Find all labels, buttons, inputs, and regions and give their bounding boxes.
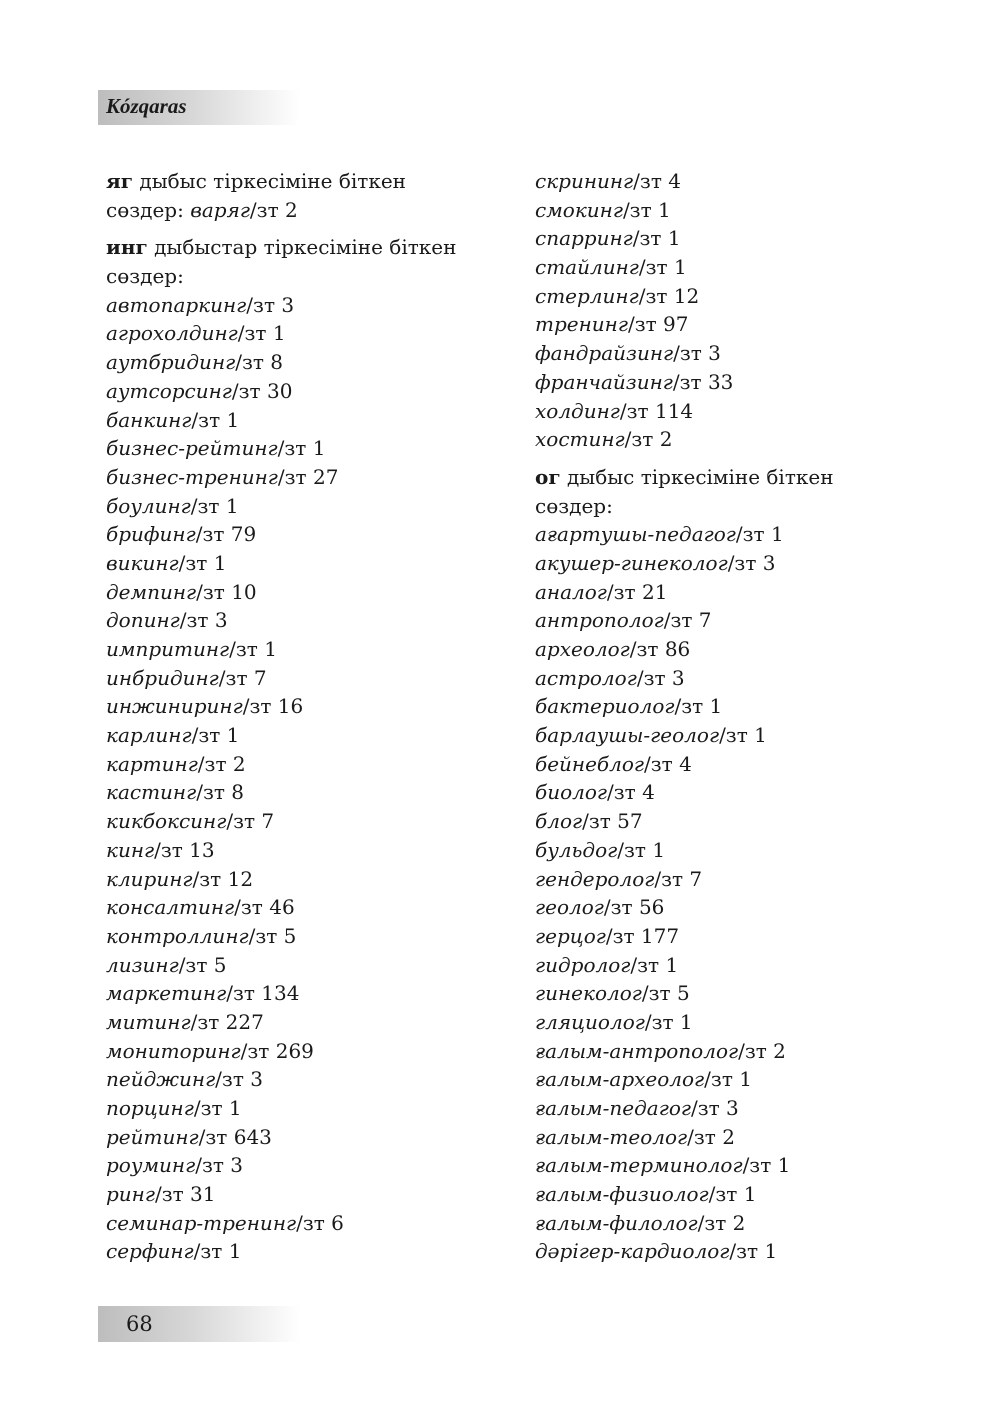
entry-word: ғалым-педагог [535, 1096, 691, 1120]
word-entry [106, 377, 526, 406]
word-entry [535, 1151, 955, 1180]
entry-word: викинг [106, 550, 179, 575]
word-entry [535, 549, 955, 578]
word-entry [535, 922, 955, 951]
section-heading-ing: инг дыбыстар тіркесіміне біткен [106, 235, 457, 260]
word-entry [106, 807, 526, 836]
entry-word: кастинг [106, 780, 197, 805]
word-entry [106, 692, 526, 721]
page-number: 68 [126, 1312, 153, 1336]
entry-word: ғалым-антрополог [535, 1038, 739, 1063]
word-entry [106, 922, 526, 951]
entry-word: роуминг [106, 1153, 196, 1178]
entry-count: /зт 1 [735, 522, 784, 547]
entry-word: гидролог [535, 952, 631, 977]
entry-word: серфинг [106, 1239, 194, 1264]
word-entry [106, 319, 526, 348]
word-entry [535, 1123, 955, 1152]
word-entry [535, 1008, 955, 1037]
entry-count: /зт 1 [622, 197, 671, 222]
word-entry [106, 520, 526, 549]
word-entry [106, 1094, 526, 1123]
entry-word: банкинг [106, 407, 192, 432]
word-entry [535, 692, 955, 721]
word-entry [535, 1180, 955, 1209]
word-entry [106, 1037, 526, 1066]
entry-count: /зт 1 [617, 837, 666, 862]
word-entry [535, 893, 955, 922]
word-entry [535, 368, 955, 397]
entry-count: /зт 1 [193, 1096, 242, 1120]
entry-word: бейнеблог [535, 751, 645, 776]
word-entry [535, 664, 955, 693]
entry-word: порцинг [106, 1096, 194, 1120]
entry-count: /зт 7 [654, 866, 703, 891]
entry-count: /зт 269 [240, 1038, 314, 1063]
entry-count: /зт 3 [727, 550, 776, 575]
entry-count: /зт 31 [154, 1182, 216, 1207]
entry-word: аналог [535, 579, 607, 604]
word-list-ing-continued [535, 167, 955, 454]
entry-count: /зт 1 [630, 952, 679, 977]
entry-count: /зт 27 [277, 464, 339, 489]
entry-word: бизнес-тренинг [106, 464, 278, 489]
entry-word: фандрайзинг [535, 341, 674, 366]
word-entry [106, 1209, 526, 1238]
word-entry [106, 578, 526, 607]
entry-word: митинг [106, 1009, 191, 1034]
entry-word: стерлинг [535, 283, 639, 308]
entry-word: кинг [106, 837, 155, 862]
entry-count: /зт 1 [237, 321, 286, 346]
entry-word: клиринг [106, 866, 193, 891]
word-entry [535, 1094, 955, 1123]
word-entry [106, 406, 526, 435]
entry-word: биолог [535, 780, 608, 805]
entry-count: /зт 5 [641, 981, 690, 1006]
entry-word: дәрігер-кардиолог [535, 1239, 730, 1264]
entry-word: холдинг [535, 398, 620, 423]
entry-word: ағартушы-педагог [535, 522, 736, 547]
entry-count: /зт 134 [226, 981, 300, 1006]
entry-count: /зт 1 [193, 1239, 242, 1264]
entry-count: /зт 1 [729, 1239, 778, 1264]
word-list-og [535, 520, 955, 1266]
entry-word: инжиниринг [106, 694, 243, 719]
entry-word: ғалым-физиолог [535, 1182, 709, 1207]
entry-count: /зт 5 [178, 952, 227, 977]
entry-word: мониторинг [106, 1038, 241, 1063]
entry-count: /зт 2 [687, 1124, 735, 1149]
word-entry [535, 721, 955, 750]
entry-word: аутбридинг [106, 350, 236, 375]
entry-word: астролог [535, 665, 637, 690]
entry-count: /зт 2 [738, 1038, 786, 1063]
entry-word: тренинг [535, 312, 628, 337]
word-entry [106, 1237, 526, 1266]
word-entry [535, 951, 955, 980]
word-entry [106, 1008, 526, 1037]
entry-word: контроллинг [106, 923, 249, 948]
entry-count: /зт 3 [195, 1153, 243, 1178]
entry-count: /зт 33 [672, 369, 734, 394]
entry-count: /зт 3 [636, 665, 685, 690]
word-entry [535, 635, 955, 664]
entry-count: /зт 1 [719, 723, 767, 748]
entry-word: археолог [535, 637, 630, 661]
entry-count: /зт 4 [644, 751, 692, 776]
entry-count: /зт 57 [582, 809, 643, 834]
entry-count: /зт 1 [708, 1182, 757, 1207]
word-entry [106, 434, 526, 463]
entry-word: скрининг [535, 169, 634, 193]
word-entry [535, 807, 955, 836]
word-entry [106, 865, 526, 894]
entry-count: /зт 30 [231, 378, 293, 403]
entry-count: /зт 56 [603, 895, 665, 920]
entry-word: гинеколог [535, 981, 642, 1006]
word-entry [535, 520, 955, 549]
entry-count: /зт 5 [248, 923, 297, 948]
entry-count: /зт 3 [673, 341, 721, 366]
entry-count: /зт 12 [192, 866, 254, 891]
entry-count: /зт 177 [605, 923, 680, 948]
entry-word: антрополог [535, 608, 664, 633]
entry-word: рейтинг [106, 1124, 199, 1149]
right-column [535, 167, 955, 1266]
section-heading-ing-line2: сөздер: [106, 264, 184, 289]
entry-count: /зт 7 [218, 665, 267, 690]
entry-count: /зт 114 [619, 398, 694, 423]
entry-word: карлинг [106, 723, 192, 748]
word-entry [106, 635, 526, 664]
word-entry [535, 1065, 955, 1094]
word-list-ing [106, 291, 526, 1266]
entry-count: /зт 3 [690, 1096, 739, 1120]
word-entry [106, 664, 526, 693]
entry-count: /зт 7 [226, 809, 275, 834]
section-heading-yag: яг дыбыс тіркесіміне біткен [106, 169, 406, 193]
entry-word: лизинг [106, 952, 179, 977]
word-entry [106, 549, 526, 578]
word-entry [106, 1180, 526, 1209]
entry-word: демпинг [106, 579, 197, 604]
entry-word: допинг [106, 608, 180, 633]
entry-count: /зт 4 [633, 169, 681, 193]
entry-word: автопаркинг [106, 292, 247, 317]
entry-count: /зт 3 [246, 292, 295, 317]
entry-word: блог [535, 809, 583, 834]
word-entry [535, 1237, 955, 1266]
entry-count: /зт 1 [674, 694, 723, 719]
entry-count: /зт 1 [191, 723, 240, 748]
entry-count: /зт 3 [179, 608, 228, 633]
word-entry [535, 1209, 955, 1238]
word-entry [535, 397, 955, 426]
entry-word: гляциолог [535, 1009, 645, 1034]
entry-word: геолог [535, 895, 604, 920]
entry-word: маркетинг [106, 981, 227, 1006]
word-entry [535, 778, 955, 807]
entry-count: /зт 2 [697, 1210, 746, 1235]
entry-word: герцог [535, 923, 606, 948]
section-heading-og: ог дыбыс тіркесіміне біткен [535, 464, 834, 489]
entry-count: /зт 1 [742, 1153, 791, 1178]
word-entry [106, 291, 526, 320]
entry-count: /зт 227 [190, 1009, 264, 1034]
entry-word: ғалым-филолог [535, 1210, 698, 1235]
word-entry [106, 1065, 526, 1094]
entry-word: бизнес-рейтинг [106, 436, 278, 461]
entry-word: спарринг [535, 226, 633, 251]
word-entry [106, 463, 526, 492]
word-entry [535, 310, 955, 339]
left-column [106, 167, 526, 1266]
entry-count: /зт 97 [627, 312, 689, 337]
entry-count: /зт 13 [154, 837, 215, 862]
entry-count: /зт 1 [644, 1009, 693, 1034]
entry-word: ғалым-терминолог [535, 1153, 743, 1178]
entry-word: кикбоксинг [106, 809, 227, 834]
word-entry [535, 339, 955, 368]
entry-count: /зт 1 [190, 493, 239, 518]
entry-count: /зт 12 [638, 283, 700, 308]
entry-word: бульдог [535, 837, 618, 862]
word-entry [535, 979, 955, 1008]
word-entry [106, 348, 526, 377]
entry-word: стайлинг [535, 255, 639, 280]
entry-word: брифинг [106, 522, 196, 547]
entry-count: /зт 1 [632, 226, 681, 251]
word-entry [535, 282, 955, 311]
word-entry [535, 196, 955, 225]
entry-word: ринг [106, 1182, 155, 1207]
word-entry [106, 1123, 526, 1152]
entry-count: /зт 1 [191, 407, 240, 432]
word-entry [106, 979, 526, 1008]
section-heading-og-line2: сөздер: [535, 493, 613, 518]
word-entry [535, 578, 955, 607]
word-entry [535, 1037, 955, 1066]
word-entry [106, 492, 526, 521]
entry-count: /зт 1 [229, 637, 277, 661]
entry-count: /зт 2 [197, 751, 246, 776]
word-entry [106, 951, 526, 980]
entry-word: импритинг [106, 637, 230, 661]
word-entry [535, 253, 955, 282]
entry-word: агрохолдинг [106, 321, 238, 346]
entry-count: /зт 1 [178, 550, 227, 575]
entry-count: /зт 4 [607, 780, 655, 805]
word-entry [535, 167, 955, 196]
entry-count: /зт 2 [624, 427, 673, 452]
entry-word: акушер-гинеколог [535, 550, 728, 575]
entry-count: /зт 79 [195, 522, 257, 547]
word-entry [106, 1151, 526, 1180]
entry-word: инбридинг [106, 665, 219, 690]
entry-word: пейджинг [106, 1067, 216, 1092]
entry-word: боулинг [106, 493, 191, 518]
entry-word: семинар-тренинг [106, 1210, 297, 1235]
entry-count: /зт 8 [235, 350, 284, 375]
entry-count: /зт 8 [196, 780, 244, 805]
word-entry [535, 865, 955, 894]
entry-word: ғалым-археолог [535, 1067, 705, 1092]
word-entry [106, 606, 526, 635]
word-entry [535, 224, 955, 253]
entry-count: /зт 643 [198, 1124, 272, 1149]
word-entry [106, 778, 526, 807]
entry-count: /зт 3 [215, 1067, 263, 1092]
word-entry [535, 425, 955, 454]
word-entry [535, 836, 955, 865]
entry-word: барлаушы-геолог [535, 723, 720, 748]
word-entry [106, 893, 526, 922]
entry-word: ғалым-теолог [535, 1124, 688, 1149]
entry-word: бактериолог [535, 694, 675, 719]
entry-word: франчайзинг [535, 369, 673, 394]
word-entry [106, 721, 526, 750]
entry-count: /зт 1 [277, 436, 326, 461]
word-entry [535, 606, 955, 635]
entry-word: консалтинг [106, 895, 235, 920]
word-entry [106, 836, 526, 865]
entry-word: гендеролог [535, 866, 655, 891]
entry-count: /зт 1 [638, 255, 687, 280]
entry-count: /зт 21 [606, 579, 668, 604]
entry-count: /зт 86 [629, 637, 691, 661]
entry-count: /зт 46 [234, 895, 295, 920]
entry-count: /зт 7 [663, 608, 712, 633]
entry-count: /зт 10 [196, 579, 257, 604]
section-heading-yag-line2: сөздер: варяг/зт 2 [106, 197, 298, 222]
word-entry [535, 750, 955, 779]
entry-count: /зт 16 [242, 694, 304, 719]
entry-word: хостинг [535, 427, 625, 452]
entry-count: /зт 1 [704, 1067, 752, 1092]
entry-count: /зт 6 [296, 1210, 344, 1235]
entry-word: картинг [106, 751, 198, 776]
running-header: Kózqaras [106, 94, 187, 118]
entry-word: смокинг [535, 197, 623, 222]
word-entry [106, 750, 526, 779]
entry-word: аутсорсинг [106, 378, 232, 403]
